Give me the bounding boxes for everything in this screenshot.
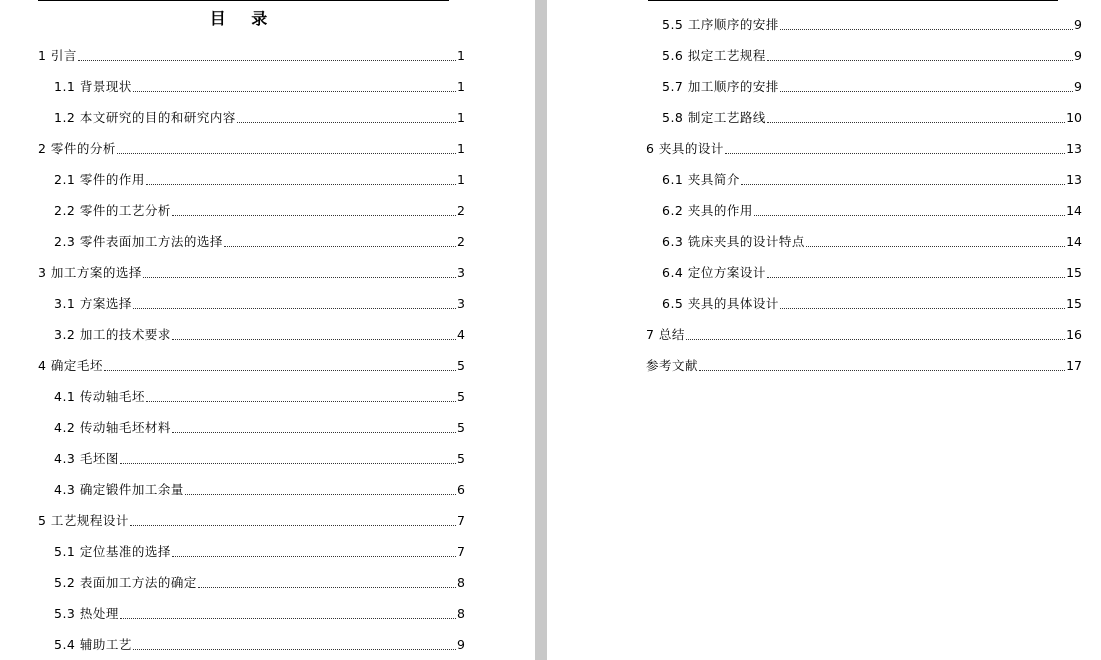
toc-entry[interactable] [38, 164, 465, 195]
toc-page-number: 6 [457, 481, 465, 497]
toc-entry[interactable] [38, 381, 465, 412]
toc-entry[interactable] [38, 102, 465, 133]
toc-page-number: 8 [457, 605, 465, 621]
toc-dot-leader [146, 401, 456, 402]
toc-entry-text: 6 夹具的设计 [646, 140, 724, 156]
toc-dot-leader [699, 370, 1065, 371]
toc-entry[interactable] [38, 319, 465, 350]
toc-page-number: 5 [457, 419, 465, 435]
toc-entry[interactable] [646, 102, 1082, 133]
toc-dot-leader [120, 618, 456, 619]
toc-entry-text: 1.1 背景现状 [54, 78, 132, 94]
toc-entry-text: 1 引言 [38, 47, 77, 63]
toc-entry-text: 5.8 制定工艺路线 [662, 109, 766, 125]
toc-dot-leader [725, 153, 1065, 154]
page-top-rule [38, 0, 449, 1]
toc-entry-text: 2.1 零件的作用 [54, 171, 145, 187]
toc-dot-leader [224, 246, 456, 247]
toc-page-number: 14 [1066, 233, 1082, 249]
page-separator [535, 0, 547, 660]
toc-entry-text: 3 加工方案的选择 [38, 264, 142, 280]
toc-entry-text: 6.1 夹具简介 [662, 171, 740, 187]
toc-page-number: 8 [457, 574, 465, 590]
toc-entry-text: 2.2 零件的工艺分析 [54, 202, 171, 218]
toc-page-number: 5 [457, 388, 465, 404]
toc-dot-leader [172, 215, 456, 216]
toc-entry[interactable] [38, 195, 465, 226]
toc-dot-leader [767, 122, 1065, 123]
toc-entry-text: 6.5 夹具的具体设计 [662, 295, 779, 311]
toc-entry[interactable] [38, 288, 465, 319]
toc-entry-text: 3.1 方案选择 [54, 295, 132, 311]
toc-dot-leader [133, 649, 456, 650]
toc-dot-leader [146, 184, 456, 185]
toc-entry[interactable] [38, 257, 465, 288]
toc-page-number: 5 [457, 450, 465, 466]
toc-entry-text: 参考文献 [646, 357, 699, 373]
toc-entry[interactable] [646, 226, 1082, 257]
toc-dot-leader [133, 91, 456, 92]
toc-entry-text: 5.6 拟定工艺规程 [662, 47, 766, 63]
toc-page-number: 1 [457, 171, 465, 187]
toc-entry-text: 5.2 表面加工方法的确定 [54, 574, 197, 590]
toc-entry[interactable] [38, 412, 465, 443]
document-page-right [550, 0, 1101, 660]
toc-dot-leader [130, 525, 456, 526]
toc-list-left [38, 40, 465, 660]
toc-entry-text: 5.1 定位基准的选择 [54, 543, 171, 559]
toc-dot-leader [780, 91, 1073, 92]
toc-page-number: 2 [457, 233, 465, 249]
toc-page-number: 15 [1066, 264, 1082, 280]
toc-entry[interactable] [646, 71, 1082, 102]
toc-list-right [646, 9, 1082, 381]
toc-page-number: 4 [457, 326, 465, 342]
toc-dot-leader [767, 277, 1065, 278]
toc-dot-leader [754, 215, 1065, 216]
toc-title: 目 录 [209, 9, 278, 28]
toc-entry[interactable] [646, 350, 1082, 381]
toc-entry[interactable] [38, 598, 465, 629]
toc-dot-leader [172, 339, 456, 340]
toc-entry[interactable] [646, 195, 1082, 226]
toc-entry[interactable] [38, 474, 465, 505]
toc-entry[interactable] [38, 133, 465, 164]
toc-dot-leader [117, 153, 456, 154]
toc-page-number: 3 [457, 264, 465, 280]
toc-entry-text: 2 零件的分析 [38, 140, 116, 156]
toc-entry[interactable] [38, 567, 465, 598]
toc-entry-text: 3.2 加工的技术要求 [54, 326, 171, 342]
toc-entry[interactable] [38, 40, 465, 71]
toc-page-number: 10 [1066, 109, 1082, 125]
toc-entry[interactable] [38, 71, 465, 102]
toc-entry-text: 1.2 本文研究的目的和研究内容 [54, 109, 236, 125]
toc-entry-text: 2.3 零件表面加工方法的选择 [54, 233, 223, 249]
toc-entry[interactable] [38, 629, 465, 660]
toc-dot-leader [133, 308, 456, 309]
toc-dot-leader [143, 277, 456, 278]
toc-page-number: 5 [457, 357, 465, 373]
toc-entry[interactable] [38, 536, 465, 567]
toc-entry-text: 5 工艺规程设计 [38, 512, 129, 528]
toc-entry-text: 4.1 传动轴毛坯 [54, 388, 145, 404]
toc-entry-text: 6.4 定位方案设计 [662, 264, 766, 280]
toc-page-number: 9 [1074, 47, 1082, 63]
toc-dot-leader [172, 432, 456, 433]
toc-page-number: 1 [457, 109, 465, 125]
toc-page-number: 13 [1066, 171, 1082, 187]
toc-entry[interactable] [646, 40, 1082, 71]
toc-page-number: 3 [457, 295, 465, 311]
toc-entry-text: 6.3 铣床夹具的设计特点 [662, 233, 805, 249]
toc-page-number: 9 [1074, 78, 1082, 94]
toc-page-number: 2 [457, 202, 465, 218]
toc-page-number: 7 [457, 512, 465, 528]
toc-page-number: 1 [457, 140, 465, 156]
toc-entry[interactable] [38, 505, 465, 536]
toc-entry-text: 4.3 毛坯图 [54, 450, 119, 466]
toc-dot-leader [686, 339, 1065, 340]
toc-dot-leader [198, 587, 456, 588]
toc-page-number: 9 [457, 636, 465, 652]
toc-entry-text: 4 确定毛坯 [38, 357, 103, 373]
toc-dot-leader [237, 122, 456, 123]
toc-dot-leader [120, 463, 456, 464]
page-top-rule [648, 0, 1058, 1]
toc-entry-text: 5.7 加工顺序的安排 [662, 78, 779, 94]
document-page-left [0, 0, 532, 660]
toc-page-number: 13 [1066, 140, 1082, 156]
toc-entry[interactable] [646, 319, 1082, 350]
toc-entry[interactable] [646, 288, 1082, 319]
toc-page-number: 15 [1066, 295, 1082, 311]
toc-dot-leader [104, 370, 456, 371]
toc-entry-text: 5.4 辅助工艺 [54, 636, 132, 652]
toc-entry-text: 5.3 热处理 [54, 605, 119, 621]
toc-entry[interactable] [646, 133, 1082, 164]
toc-dot-leader [185, 494, 456, 495]
toc-entry[interactable] [646, 257, 1082, 288]
toc-dot-leader [78, 60, 456, 61]
toc-dot-leader [806, 246, 1065, 247]
toc-entry-text: 4.3 确定锻件加工余量 [54, 481, 184, 497]
toc-dot-leader [780, 308, 1065, 309]
toc-page-number: 1 [457, 78, 465, 94]
toc-entry[interactable] [646, 164, 1082, 195]
toc-dot-leader [767, 60, 1073, 61]
toc-entry[interactable] [646, 9, 1082, 40]
toc-entry-text: 4.2 传动轴毛坯材料 [54, 419, 171, 435]
toc-entry[interactable] [38, 226, 465, 257]
toc-page-number: 9 [1074, 16, 1082, 32]
toc-entry[interactable] [38, 443, 465, 474]
toc-page-number: 1 [457, 47, 465, 63]
toc-entry-text: 6.2 夹具的作用 [662, 202, 753, 218]
toc-dot-leader [172, 556, 456, 557]
toc-entry-text: 5.5 工序顺序的安排 [662, 16, 779, 32]
toc-page-number: 7 [457, 543, 465, 559]
toc-dot-leader [741, 184, 1065, 185]
toc-page-number: 14 [1066, 202, 1082, 218]
toc-page-number: 16 [1066, 326, 1082, 342]
toc-page-number: 17 [1066, 357, 1082, 373]
toc-entry[interactable] [38, 350, 465, 381]
toc-dot-leader [780, 29, 1073, 30]
toc-entry-text: 7 总结 [646, 326, 685, 342]
